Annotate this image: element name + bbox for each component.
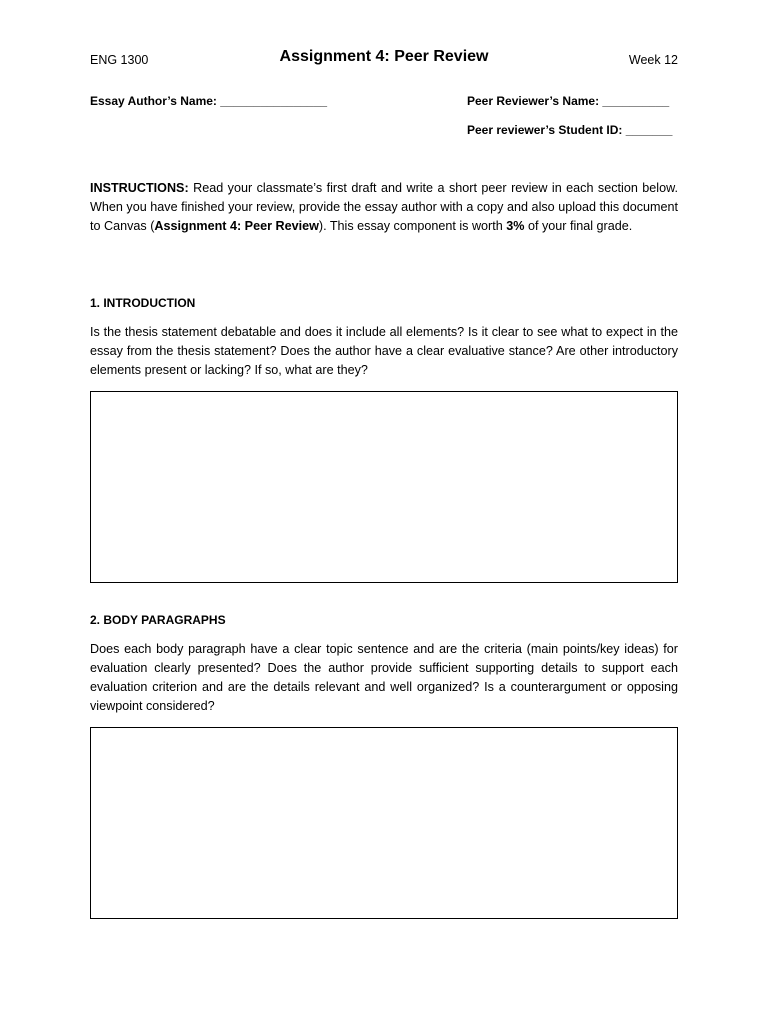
instructions-text-1: Read your classmate’s first draft and write a short peer review in each section below. When you have finished your review, provide the essay author with a copy and also upload this document to Canvas ( (90, 181, 678, 233)
section-heading-body-paragraphs: 2. BODY PARAGRAPHS (90, 613, 226, 627)
introduction-answer-box[interactable] (90, 391, 678, 583)
instructions-text-3: of your final grade. (524, 219, 633, 233)
instructions-assignment-name: Assignment 4: Peer Review (154, 219, 319, 233)
week-label: Week 12 (628, 53, 678, 67)
essay-author-field (90, 94, 327, 108)
peer-reviewer-blank[interactable]: __________ (602, 94, 670, 108)
document-header (90, 48, 678, 72)
instructions-paragraph (90, 179, 678, 236)
essay-author-blank[interactable]: ________________ (220, 94, 328, 108)
body-paragraphs-answer-box[interactable] (90, 727, 678, 919)
instructions-percent: 3% (506, 219, 525, 233)
section-question-body-paragraphs: Does each body paragraph have a clear topic sentence and are the criteria (main points/key ideas) for evaluation clearly presented? Does the author provide sufficient supporting details to support each evaluation criterion and are the details relevant and well organized? Is a counterargument or opposing viewpoint considered? (90, 642, 678, 713)
peer-reviewer-label: Peer Reviewer’s Name: (467, 94, 600, 108)
page-title: Assignment 4: Peer Review (279, 48, 489, 65)
document-page (90, 0, 678, 1024)
student-id-field (467, 123, 672, 137)
essay-author-label: Essay Author’s Name: (90, 94, 217, 108)
course-code: ENG 1300 (90, 53, 149, 67)
student-id-label: Peer reviewer’s Student ID: (467, 123, 623, 137)
section-question-introduction: Is the thesis statement debatable and does it include all elements? Is it clear to see what to expect in the essay from the thesis statement? Does the author have a clear evaluative stance? Are other introductory elements present or lacking? If so, what are they? (90, 325, 678, 377)
section-heading-introduction: 1. INTRODUCTION (90, 296, 196, 310)
peer-reviewer-field (467, 94, 669, 108)
student-id-blank[interactable]: _______ (625, 123, 673, 137)
instructions-text-2: ). This essay component is worth (318, 219, 507, 233)
instructions-label: INSTRUCTIONS: (90, 181, 189, 195)
